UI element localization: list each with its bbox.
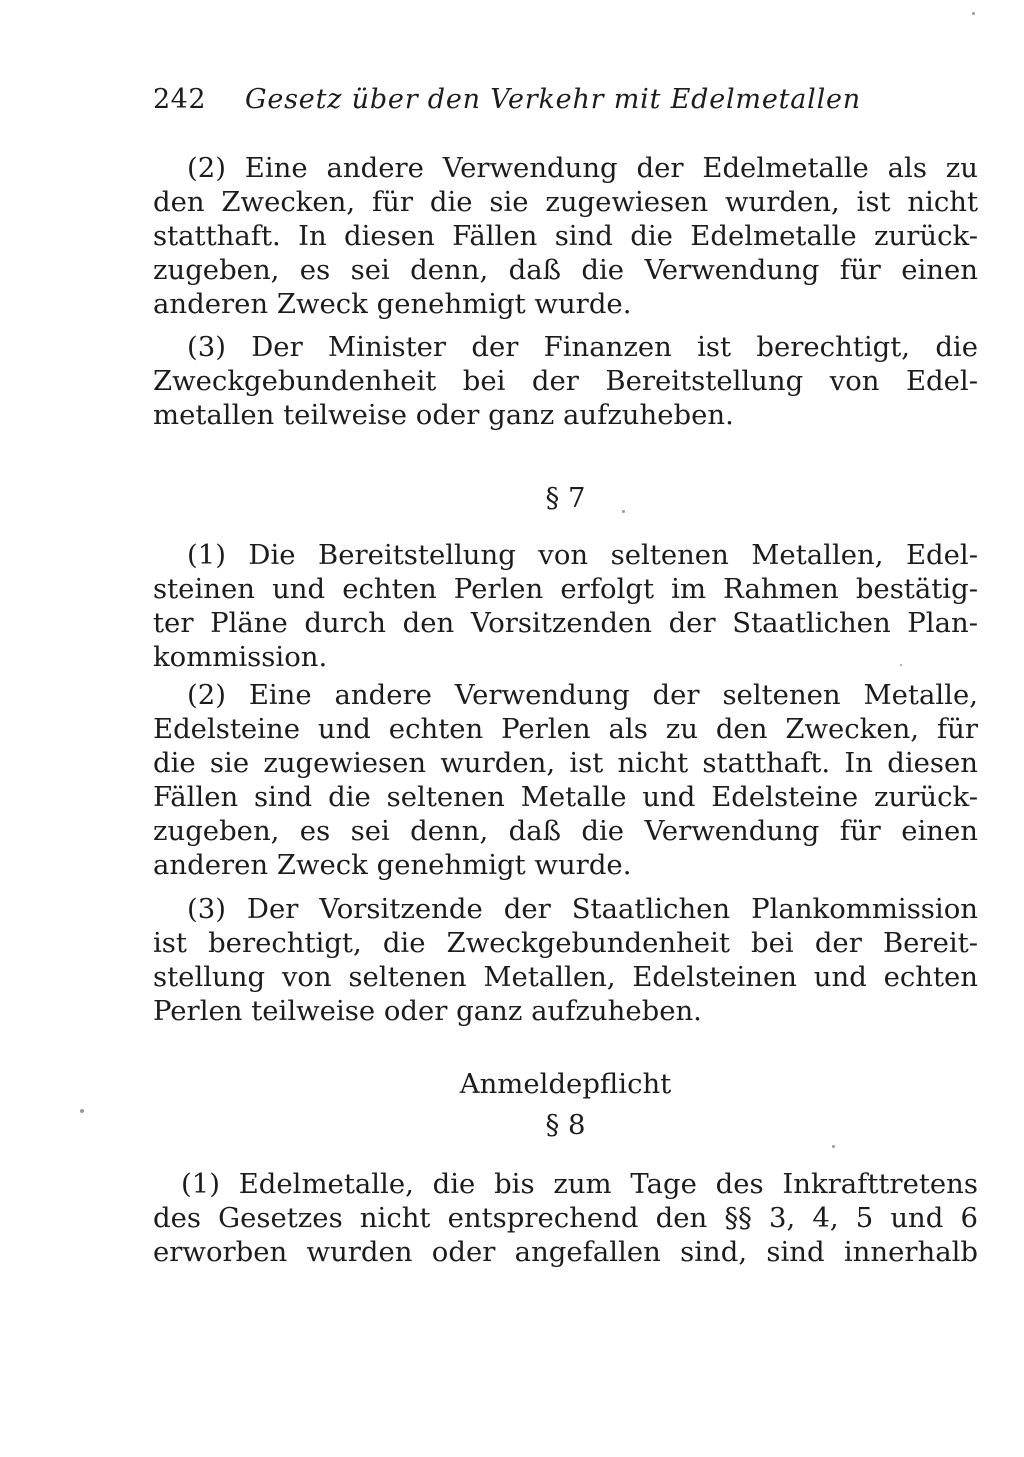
- text-line: zugeben, es sei denn, daß die Verwendung für einen: [153, 254, 978, 286]
- text-line: metallen teilweise oder ganz aufzuheben.: [153, 399, 734, 431]
- text-line: statthaft. In diesen Fällen sind die Edelmetalle zurück-: [153, 220, 978, 252]
- scan-speck: [900, 664, 902, 666]
- text-line: ter Pläne durch den Vorsitzenden der Staatlichen Plan-: [153, 607, 978, 639]
- text-line: steinen und echten Perlen erfolgt im Rahmen bestätig-: [153, 573, 978, 605]
- section-7-heading: § 7: [545, 482, 586, 514]
- text-line: anderen Zweck genehmigt wurde.: [153, 849, 632, 881]
- text-line: erworben wurden oder angefallen sind, sind innerhalb: [153, 1236, 978, 1268]
- text-line: kommission.: [153, 641, 328, 673]
- scan-speck: [972, 12, 975, 15]
- text-line: den Zwecken, für die sie zugewiesen wurden, ist nicht: [153, 186, 978, 218]
- text-line: des Gesetzes nicht entsprechend den §§ 3, 4, 5 und 6: [153, 1202, 978, 1234]
- text-line: die sie zugewiesen wurden, ist nicht statthaft. In diesen: [153, 747, 978, 779]
- running-title: Gesetz über den Verkehr mit Edelmetallen: [245, 84, 861, 115]
- section-8-title: Anmeldepflicht: [459, 1068, 672, 1100]
- text-line: Perlen teilweise oder ganz aufzuheben.: [153, 995, 702, 1027]
- scan-speck: [832, 1145, 835, 1148]
- text-line: (3) Der Minister der Finanzen ist berechtigt, die: [187, 331, 978, 363]
- text-line: (2) Eine andere Verwendung der seltenen Metalle,: [187, 679, 978, 711]
- text-line: (3) Der Vorsitzende der Staatlichen Plankommission: [187, 893, 978, 925]
- text-line: Fällen sind die seltenen Metalle und Edelsteine zurück-: [153, 781, 978, 813]
- page-number: 242: [153, 84, 207, 115]
- text-line: ist berechtigt, die Zweckgebundenheit bei der Bereit-: [153, 927, 978, 959]
- page-header: [153, 80, 913, 120]
- scan-speck: [80, 1109, 84, 1113]
- text-line: anderen Zweck genehmigt wurde.: [153, 288, 632, 320]
- section-8-heading: § 8: [545, 1109, 586, 1141]
- text-line: zugeben, es sei denn, daß die Verwendung für einen: [153, 815, 978, 847]
- text-line: (1) Edelmetalle, die bis zum Tage des Inkrafttretens: [181, 1168, 978, 1200]
- text-line: (2) Eine andere Verwendung der Edelmetalle als zu: [187, 152, 978, 184]
- text-line: stellung von seltenen Metallen, Edelsteinen und echten: [153, 961, 978, 993]
- scan-speck: [622, 510, 625, 513]
- text-line: Edelsteine und echten Perlen als zu den Zwecken, für: [153, 713, 978, 745]
- text-line: Zweckgebundenheit bei der Bereitstellung von Edel-: [153, 365, 978, 397]
- text-line: (1) Die Bereitstellung von seltenen Metallen, Edel-: [187, 539, 978, 571]
